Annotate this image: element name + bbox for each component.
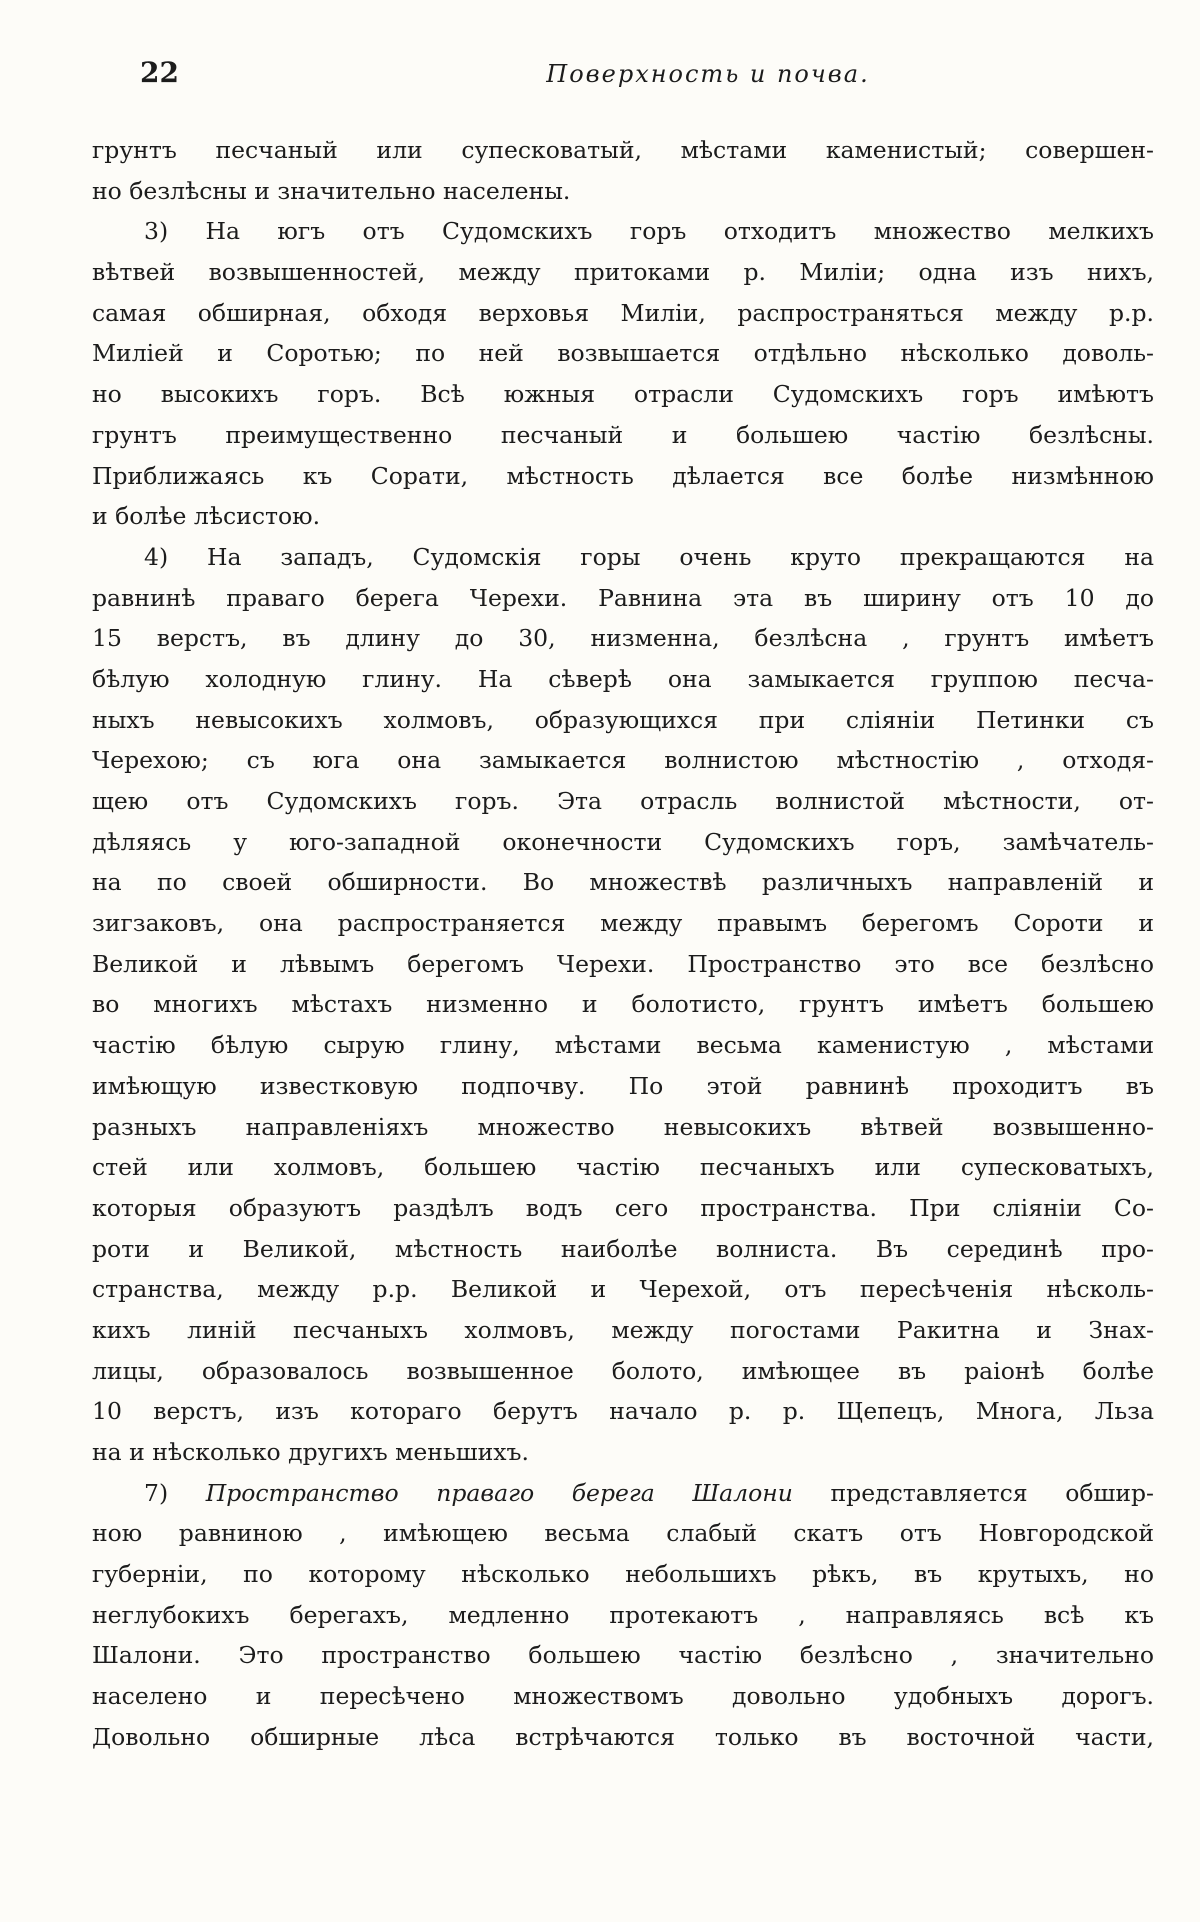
text-line: грунтъ преимущественно песчаный и большею частію безлѣсны. xyxy=(92,420,1154,449)
text-line: на и нѣсколько другихъ меньшихъ. xyxy=(92,1438,529,1466)
text-line: Черехою; съ юга она замыкается волнистою мѣстностію , отходя- xyxy=(92,746,1154,775)
text-line: имѣющую известковую подпочву. По этой равнинѣ проходитъ въ xyxy=(92,1071,1154,1100)
book-page xyxy=(92,56,1154,1758)
line-text: представляется обшир- xyxy=(792,1478,1154,1507)
text-line: лицы, образовалось возвышенное болото, имѣющее въ раіонѣ болѣе xyxy=(92,1356,1154,1385)
text-line: щею отъ Судомскихъ горъ. Эта отрасль волнистой мѣстности, от- xyxy=(92,787,1154,815)
text-line: самая обширная, обходя верховья Миліи, распространяться между р.р. xyxy=(92,298,1154,327)
body-text xyxy=(92,130,1154,1758)
text-line: населено и пересѣчено множествомъ довольно удобныхъ дорогъ. xyxy=(92,1682,1154,1711)
text-line: 3) На югъ отъ Судомскихъ горъ отходитъ множество мелкихъ xyxy=(144,217,1154,246)
text-line: грунтъ песчаный или супесковатый, мѣстами каменистый; совершен- xyxy=(92,136,1154,164)
text-line: и болѣе лѣсистою. xyxy=(92,502,321,531)
text-line: Великой и лѣвымъ берегомъ Черехи. Пространство это все безлѣсно xyxy=(92,949,1154,978)
text-line: Приближаясь къ Сорати, мѣстность дѣлается все болѣе низмѣнною xyxy=(92,461,1154,490)
text-line: во многихъ мѣстахъ низменно и болотисто, грунтъ имѣетъ большею xyxy=(92,990,1154,1019)
text-line: на по своей обширности. Во множествѣ различныхъ направленій и xyxy=(92,868,1154,897)
text-line: 15 верстъ, въ длину до 30, низменна, безлѣсна , грунтъ имѣетъ xyxy=(92,624,1154,653)
italic-phrase: Пространство праваго берега Шалони xyxy=(205,1478,793,1507)
text-line: неглубокихъ берегахъ, медленно протекаютъ , направляясь всѣ къ xyxy=(92,1600,1154,1629)
text-line: стей или холмовъ, большею частію песчаныхъ или супесковатыхъ, xyxy=(92,1153,1154,1182)
running-title: Поверхность и почва. xyxy=(546,60,870,88)
text-line: странства, между р.р. Великой и Черехой, отъ пересѣченія нѣсколь- xyxy=(92,1275,1154,1304)
text-line xyxy=(92,1473,1154,1514)
text-line: 10 верстъ, изъ котораго берутъ начало р. р. Щепецъ, Многа, Льза xyxy=(92,1397,1154,1426)
page-header xyxy=(92,56,1154,100)
text-line: кихъ линій песчаныхъ холмовъ, между погостами Ракитна и Знах- xyxy=(92,1315,1154,1344)
text-line: 4) На западъ, Судомскія горы очень круто прекращаются на xyxy=(144,542,1154,571)
text-line: зигзаковъ, она распространяется между правымъ берегомъ Сороти и xyxy=(92,909,1154,938)
text-line: Миліей и Соротью; по ней возвышается отдѣльно нѣсколько доволь- xyxy=(92,339,1154,368)
text-line: дѣляясь у юго-западной оконечности Судомскихъ горъ, замѣчатель- xyxy=(92,827,1154,856)
text-line: роти и Великой, мѣстность наиболѣе волниста. Въ серединѣ про- xyxy=(92,1234,1154,1263)
page-number: 22 xyxy=(140,56,179,89)
text-line: разныхъ направленіяхъ множество невысокихъ вѣтвей возвышенно- xyxy=(92,1112,1154,1141)
text-line: вѣтвей возвышенностей, между притоками р. Миліи; одна изъ нихъ, xyxy=(92,258,1154,287)
text-line: бѣлую холодную глину. На сѣверѣ она замыкается группою песча- xyxy=(92,664,1154,693)
text-line: частію бѣлую сырую глину, мѣстами весьма каменистую , мѣстами xyxy=(92,1031,1154,1060)
text-line: ною равниною , имѣющею весьма слабый скатъ отъ Новгородской xyxy=(92,1519,1154,1548)
text-line: которыя образуютъ раздѣлъ водъ сего пространства. При сліяніи Со- xyxy=(92,1193,1154,1222)
text-line: но высокихъ горъ. Всѣ южныя отрасли Судомскихъ горъ имѣютъ xyxy=(92,380,1154,409)
text-line: Довольно обширные лѣса встрѣчаются только въ восточной части, xyxy=(92,1722,1154,1751)
line-prefix: 7) xyxy=(144,1478,206,1507)
text-line: Шалони. Это пространство большею частію безлѣсно , значительно xyxy=(92,1641,1154,1670)
text-line: но безлѣсны и значительно населены. xyxy=(92,176,571,205)
text-line: равнинѣ праваго берега Черехи. Равнина эта въ ширину отъ 10 до xyxy=(92,583,1154,612)
text-line: губерніи, по которому нѣсколько небольшихъ рѣкъ, въ крутыхъ, но xyxy=(92,1560,1154,1589)
text-line: ныхъ невысокихъ холмовъ, образующихся при сліяніи Петинки съ xyxy=(92,705,1154,734)
